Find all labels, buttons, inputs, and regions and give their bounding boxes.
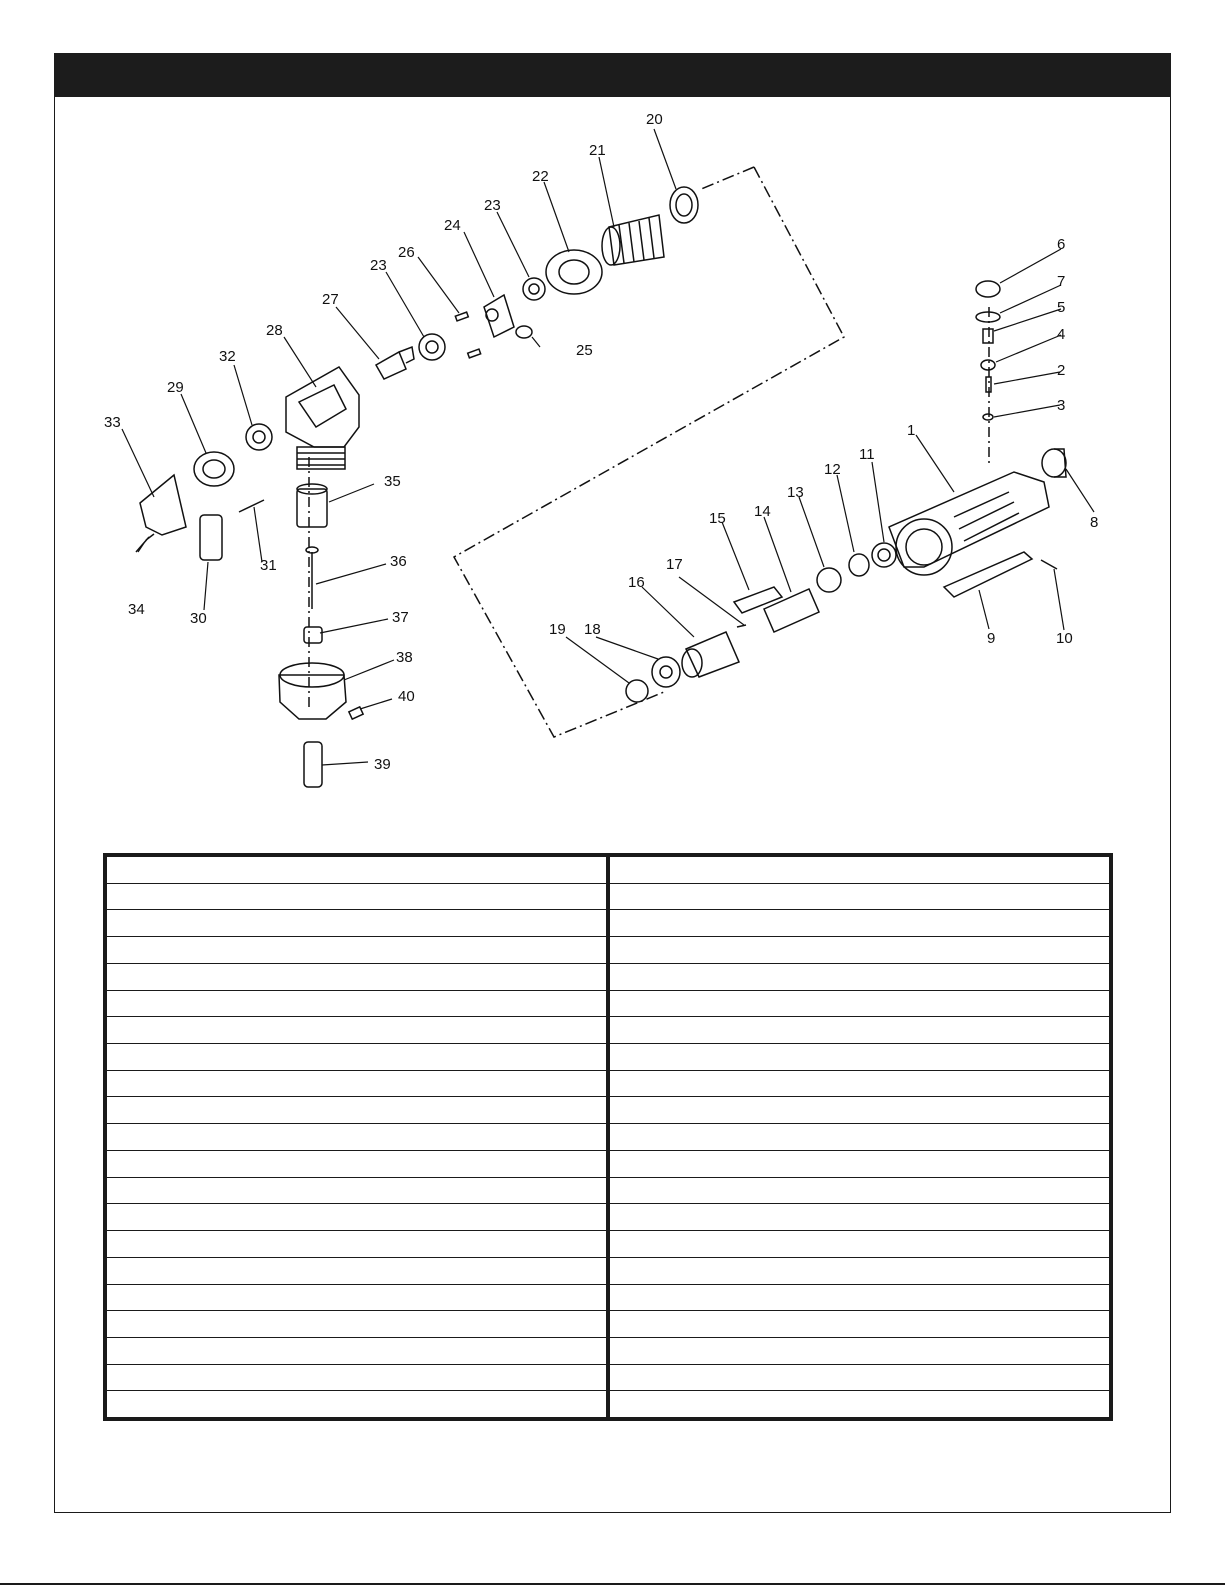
table-row (107, 964, 606, 991)
callout-35: 35 (384, 473, 401, 490)
part-11-bearing (872, 543, 896, 567)
table-row (107, 937, 606, 964)
table-row (610, 1178, 1109, 1205)
table-row (107, 884, 606, 911)
callout-20: 20 (646, 111, 663, 128)
callout-11: 11 (859, 446, 875, 463)
table-row (610, 1285, 1109, 1312)
callout-25: 25 (576, 342, 593, 359)
part-14-rotor (764, 589, 819, 632)
table-row (610, 1044, 1109, 1071)
table-row (107, 1365, 606, 1392)
part-18-end-plate (652, 657, 680, 687)
callout-28: 28 (266, 322, 283, 339)
table-row (107, 1124, 606, 1151)
table-row (610, 1338, 1109, 1365)
assembly-outline (454, 167, 844, 737)
table-row (610, 1311, 1109, 1338)
part-34-screw (136, 534, 154, 552)
part-23-bearing-upper (523, 278, 545, 300)
header-bar (54, 53, 1171, 97)
callout-23: 23 (370, 257, 387, 274)
table-row (107, 1258, 606, 1285)
callout-19: 19 (549, 621, 566, 638)
callout-8: 8 (1090, 514, 1099, 531)
table-row (610, 857, 1109, 884)
parts-list-table (103, 853, 1113, 1421)
table-row (107, 1391, 606, 1417)
callout-1: 1 (907, 422, 916, 439)
part-29-bushing (194, 452, 234, 486)
part-9-lever (944, 552, 1032, 597)
part-19-bearing (626, 680, 648, 702)
part-26-pin-a (455, 312, 468, 321)
part-38-head (279, 675, 346, 719)
callout-23: 23 (484, 197, 501, 214)
part-10-pin (1041, 560, 1057, 569)
table-row (107, 1097, 606, 1124)
callout-10: 10 (1056, 630, 1073, 647)
part-4-seat (981, 360, 995, 370)
callout-5: 5 (1057, 299, 1066, 316)
exploded-view-svg (54, 97, 1171, 827)
parts-list-left-column (107, 857, 606, 1417)
table-row (610, 991, 1109, 1018)
table-row (107, 1204, 606, 1231)
assembly-outline-top (699, 167, 754, 190)
part-25-gear (516, 326, 532, 338)
callout-32: 32 (219, 348, 236, 365)
part-12-bearing (849, 554, 869, 576)
part-8-inlet (1042, 449, 1066, 477)
table-row (610, 1151, 1109, 1178)
part-15-vane (734, 587, 782, 613)
callout-34: 34 (128, 601, 145, 618)
table-row (107, 1311, 606, 1338)
table-row (107, 857, 606, 884)
table-row (107, 1231, 606, 1258)
table-row (610, 1204, 1109, 1231)
table-row (107, 1044, 606, 1071)
callout-9: 9 (987, 630, 996, 647)
callout-24: 24 (444, 217, 461, 234)
part-30-jaw (200, 515, 222, 560)
part-23-bearing-lower (419, 334, 445, 360)
part-13-end-plate (817, 568, 841, 592)
callout-14: 14 (754, 503, 771, 520)
part-24-gear-carrier (484, 295, 514, 337)
table-row (610, 964, 1109, 991)
table-row (610, 1097, 1109, 1124)
part-28-angle-head (286, 367, 359, 447)
callout-6: 6 (1057, 236, 1066, 253)
callout-39: 39 (374, 756, 391, 773)
table-row (610, 1391, 1109, 1417)
part-5-spring (983, 329, 993, 343)
table-row (610, 1017, 1109, 1044)
table-row (107, 1178, 606, 1205)
callout-36: 36 (390, 553, 407, 570)
part-7-o-ring (976, 312, 1000, 322)
part-39-punch (304, 742, 322, 787)
table-row (107, 991, 606, 1018)
table-row (107, 910, 606, 937)
callout-37: 37 (392, 609, 409, 626)
callout-7: 7 (1057, 273, 1066, 290)
callout-22: 22 (532, 168, 549, 185)
part-33-cover (140, 475, 186, 535)
callout-12: 12 (824, 461, 841, 478)
part-27-shaft (376, 352, 406, 379)
exploded-parts-diagram (54, 97, 1171, 827)
part-16-cylinder (686, 632, 739, 677)
callout-33: 33 (104, 414, 121, 431)
table-row (107, 1338, 606, 1365)
callout-31: 31 (260, 557, 277, 574)
part-22-lock-nut (546, 250, 602, 294)
part-20-washer (670, 187, 698, 223)
callout-38: 38 (396, 649, 413, 666)
table-row (610, 1124, 1109, 1151)
callout-27: 27 (322, 291, 339, 308)
table-row (610, 1365, 1109, 1392)
callout-13: 13 (787, 484, 804, 501)
callout-40: 40 (398, 688, 415, 705)
part-26-pin-b (468, 349, 481, 358)
part-31-pin (239, 500, 264, 512)
table-row (610, 1258, 1109, 1285)
callout-30: 30 (190, 610, 207, 627)
callout-21: 21 (589, 142, 606, 159)
callout-17: 17 (666, 556, 683, 573)
callout-18: 18 (584, 621, 601, 638)
table-row (107, 1285, 606, 1312)
table-row (107, 1071, 606, 1098)
callout-3: 3 (1057, 397, 1066, 414)
part-17-pin (737, 625, 746, 627)
table-row (610, 884, 1109, 911)
callout-29: 29 (167, 379, 184, 396)
table-row (610, 1231, 1109, 1258)
part-32-bearing (246, 424, 272, 450)
part-6-plug (976, 281, 1000, 297)
callout-15: 15 (709, 510, 726, 527)
part-21-threaded-ring (609, 215, 664, 265)
table-row (610, 910, 1109, 937)
table-row (610, 937, 1109, 964)
callout-16: 16 (628, 574, 645, 591)
table-row (610, 1071, 1109, 1098)
parts-list-right-column (606, 857, 1109, 1417)
table-row (107, 1151, 606, 1178)
callout-26: 26 (398, 244, 415, 261)
callout-2: 2 (1057, 362, 1066, 379)
part-3-o-ring (983, 414, 993, 420)
table-row (107, 1017, 606, 1044)
part-37-spring (304, 627, 322, 643)
callout-4: 4 (1057, 326, 1066, 343)
